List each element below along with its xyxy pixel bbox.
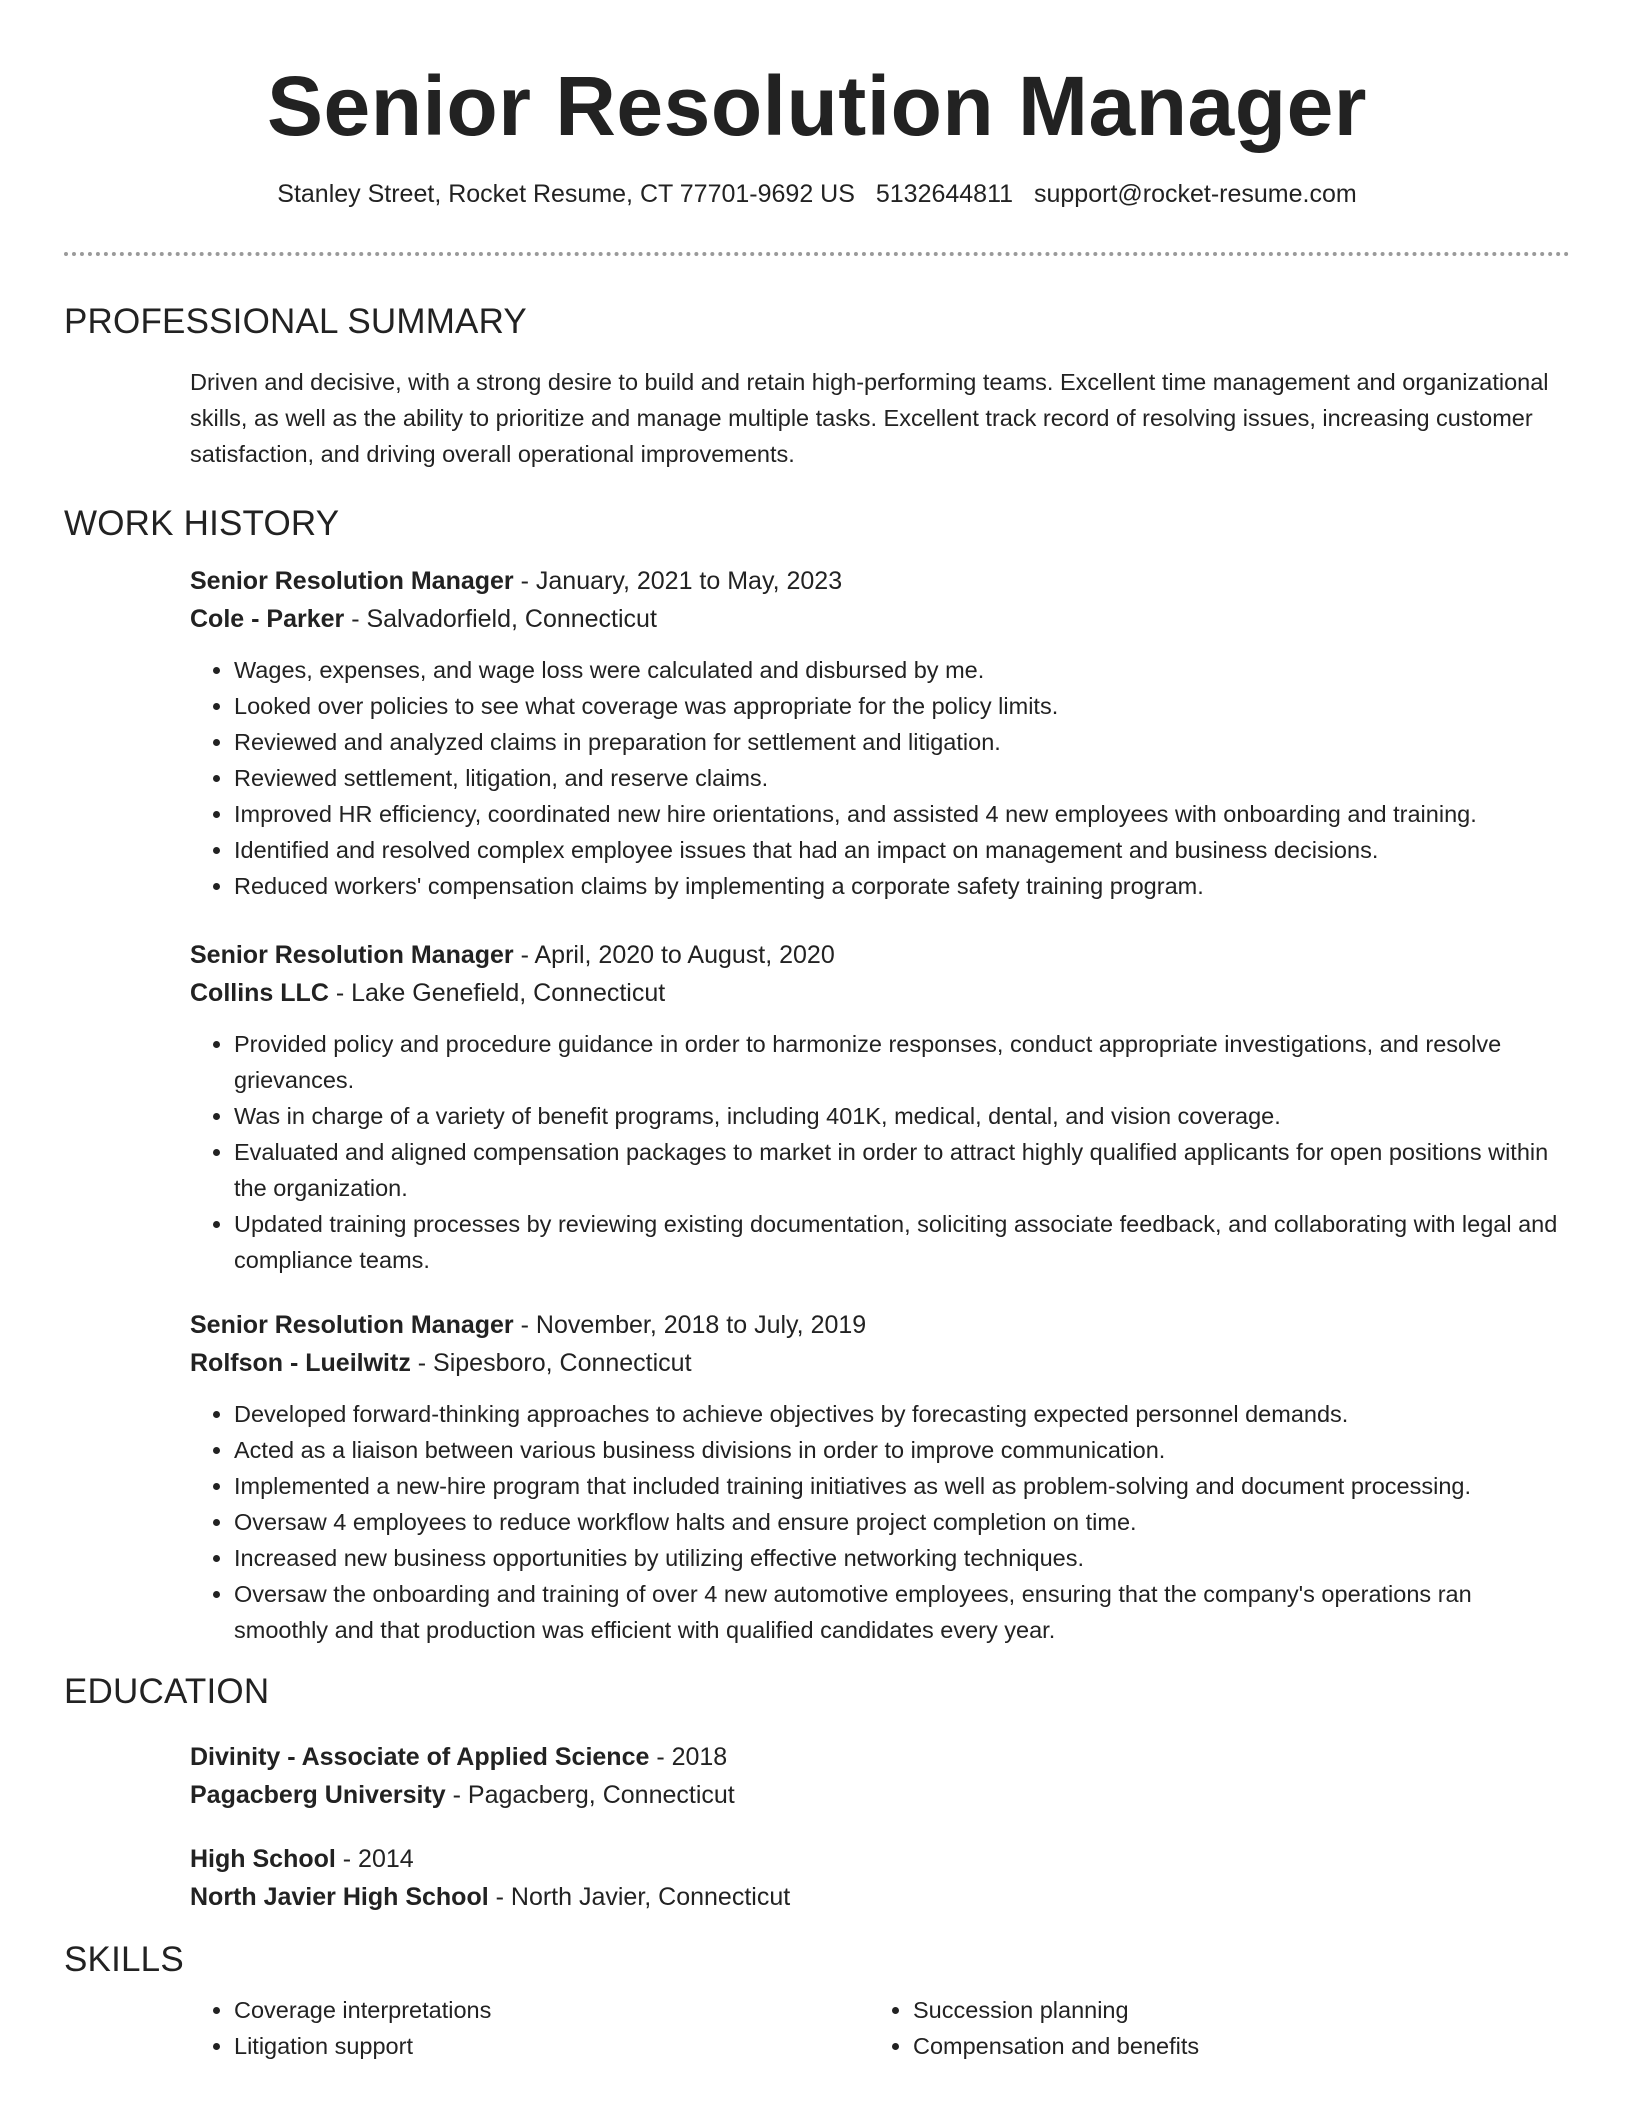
job-title-line (190, 1306, 1570, 1344)
bullet-item: • Updated training processes by reviewing existing documentation, soliciting associate feedback, and collaborating with legal and compliance teams. (234, 1206, 1570, 1278)
skill-item: • Coverage interpretations (234, 1992, 869, 2028)
bullet-item: • Wages, expenses, and wage loss were calculated and disbursed by me. (234, 652, 1570, 688)
job-location: - Sipesboro, Connecticut (410, 1349, 692, 1377)
section-title-work-history: WORK HISTORY (64, 504, 340, 543)
bullet-item: • Implemented a new-hire program that included training initiatives as well as problem-solving and document processing. (234, 1468, 1570, 1504)
job-location: - Salvadorfield, Connecticut (344, 605, 657, 633)
job-bullets (190, 652, 1570, 904)
education-year: - 2014 (335, 1845, 414, 1873)
resume-title: Senior Resolution Manager (267, 59, 1367, 153)
contact-address: Stanley Street, Rocket Resume, CT 77701-9692 US (277, 180, 855, 208)
bullet-item: • Looked over policies to see what coverage was appropriate for the policy limits. (234, 688, 1570, 724)
bullet-item: • Increased new business opportunities by utilizing effective networking techniques. (234, 1540, 1570, 1576)
bullet-item: • Reviewed and analyzed claims in preparation for settlement and litigation. (234, 724, 1570, 760)
education-school: North Javier High School (190, 1883, 489, 1911)
job-location: - Lake Genefield, Connecticut (328, 979, 666, 1007)
job-company-line (190, 1344, 1570, 1382)
education-degree-line (190, 1738, 1570, 1776)
bullet-item: • Oversaw 4 employees to reduce workflow halts and ensure project completion on time. (234, 1504, 1570, 1540)
skills-list-right (869, 1992, 1548, 2064)
section-title-skills: SKILLS (64, 1940, 184, 1979)
job-title-line (190, 936, 1570, 974)
job-company-line (190, 600, 1570, 638)
contact-info (64, 176, 1570, 212)
bullet-item: • Developed forward-thinking approaches to achieve objectives by forecasting expected personnel demands. (234, 1396, 1570, 1432)
education-school-line (190, 1776, 1570, 1814)
section-title-education: EDUCATION (64, 1672, 270, 1711)
education-school: Pagacberg University (190, 1781, 446, 1809)
bullet-item: • Evaluated and aligned compensation packages to market in order to attract highly qualified applicants for open positions within the organization. (234, 1134, 1570, 1206)
job-dates: - November, 2018 to July, 2019 (513, 1311, 867, 1339)
job-role: Senior Resolution Manager (190, 941, 514, 969)
education-entry (190, 1840, 1570, 1916)
contact-phone: 5132644811 (875, 180, 1014, 208)
job-entry (190, 562, 1570, 904)
job-role: Senior Resolution Manager (190, 1311, 514, 1339)
education-degree-line (190, 1840, 1570, 1878)
header-divider (64, 252, 1570, 256)
skill-item: • Litigation support (234, 2028, 869, 2064)
resume-page (64, 0, 1570, 2064)
job-company: Cole - Parker (190, 605, 345, 633)
bullet-item: • Oversaw the onboarding and training of over 4 new automotive employees, ensuring that the company's operations ran smoothly and that production was efficient with qualified candidates every year. (234, 1576, 1570, 1648)
contact-email: support@rocket-resume.com (1034, 180, 1357, 208)
job-bullets (190, 1396, 1570, 1648)
job-dates: - April, 2020 to August, 2020 (513, 941, 835, 969)
job-role: Senior Resolution Manager (190, 567, 514, 595)
skills-list-left (190, 1992, 869, 2064)
education-entry (190, 1738, 1570, 1814)
bullet-item: • Reviewed settlement, litigation, and reserve claims. (234, 760, 1570, 796)
skills-columns (190, 1992, 1570, 2064)
section-title-summary: PROFESSIONAL SUMMARY (64, 302, 527, 341)
bullet-item: • Reduced workers' compensation claims by implementing a corporate safety training program. (234, 868, 1570, 904)
skill-item: • Compensation and benefits (913, 2028, 1548, 2064)
education-year: - 2018 (649, 1743, 728, 1771)
job-company: Collins LLC (190, 979, 329, 1007)
education-school-line (190, 1878, 1570, 1916)
job-dates: - January, 2021 to May, 2023 (513, 567, 843, 595)
bullet-item: • Provided policy and procedure guidance in order to harmonize responses, conduct appropriate investigations, and resolve grievances. (234, 1026, 1570, 1098)
job-company-line (190, 974, 1570, 1012)
bullet-item: • Improved HR efficiency, coordinated new hire orientations, and assisted 4 new employees with onboarding and training. (234, 796, 1570, 832)
education-location: - Pagacberg, Connecticut (445, 1781, 735, 1809)
job-title-line (190, 562, 1570, 600)
job-entry (190, 1306, 1570, 1648)
education-degree: Divinity - Associate of Applied Science (190, 1743, 650, 1771)
bullet-item: • Identified and resolved complex employee issues that had an impact on management and business decisions. (234, 832, 1570, 868)
job-entry (190, 936, 1570, 1278)
job-company: Rolfson - Lueilwitz (190, 1349, 411, 1377)
education-degree: High School (190, 1845, 336, 1873)
bullet-item: • Was in charge of a variety of benefit programs, including 401K, medical, dental, and vision coverage. (234, 1098, 1570, 1134)
summary-text: Driven and decisive, with a strong desire to build and retain high-performing teams. Excellent time management and organizational skills, as well as the ability to prioritize and manage multiple tasks. Excellent track record of resolving issues, increasing customer satisfaction, and driving overall operational improvements. (190, 369, 1549, 467)
education-location: - North Javier, Connecticut (488, 1883, 791, 1911)
skill-item: • Succession planning (913, 1992, 1548, 2028)
bullet-item: • Acted as a liaison between various business divisions in order to improve communication. (234, 1432, 1570, 1468)
job-bullets (190, 1026, 1570, 1278)
